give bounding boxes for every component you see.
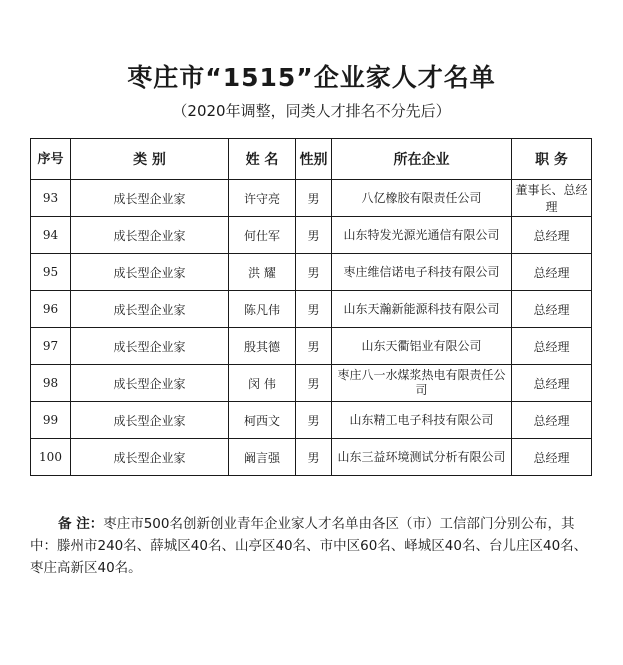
cell-company: 山东天瀚新能源科技有限公司 (332, 291, 512, 328)
cell-gender: 男 (296, 365, 332, 402)
cell-category: 成长型企业家 (71, 217, 229, 254)
cell-company: 山东精工电子科技有限公司 (332, 402, 512, 439)
cell-position: 总经理 (512, 328, 592, 365)
cell-category: 成长型企业家 (71, 328, 229, 365)
table-row (31, 291, 592, 328)
table-body (31, 180, 592, 476)
table-row (31, 217, 592, 254)
footnote (30, 513, 590, 579)
cell-seq: 93 (31, 180, 71, 217)
cell-name: 殷其德 (229, 328, 296, 365)
footnote-text: 枣庄市500名创新创业青年企业家人才名单由各区（市）工信部门分别公布，其中：滕州市240名、薛城区40名、山亭区40名、市中区60名、峄城区40名、台儿庄区40名、枣庄高新区40名。 (30, 516, 588, 576)
table-row (31, 365, 592, 402)
cell-name: 洪 耀 (229, 254, 296, 291)
cell-company: 山东三益环境测试分析有限公司 (332, 439, 512, 476)
table-row (31, 328, 592, 365)
cell-company: 八亿橡胶有限责任公司 (332, 180, 512, 217)
cell-position: 总经理 (512, 254, 592, 291)
cell-category: 成长型企业家 (71, 365, 229, 402)
page-subtitle: （2020年调整，同类人才排名不分先后） (172, 102, 451, 120)
cell-position: 总经理 (512, 402, 592, 439)
cell-seq: 99 (31, 402, 71, 439)
cell-category: 成长型企业家 (71, 254, 229, 291)
cell-category: 成长型企业家 (71, 180, 229, 217)
cell-position: 董事长、总经理 (512, 180, 592, 217)
footnote-label: 备 注： (58, 516, 104, 532)
cell-seq: 95 (31, 254, 71, 291)
cell-seq: 94 (31, 217, 71, 254)
header-company: 所在企业 (332, 139, 512, 180)
cell-name: 柯西文 (229, 402, 296, 439)
cell-company: 枣庄八一水煤浆热电有限责任公司 (332, 365, 512, 402)
table-row (31, 180, 592, 217)
cell-category: 成长型企业家 (71, 291, 229, 328)
cell-category: 成长型企业家 (71, 439, 229, 476)
cell-company: 山东特发光源光通信有限公司 (332, 217, 512, 254)
cell-name: 许守亮 (229, 180, 296, 217)
header-gender: 性别 (296, 139, 332, 180)
header-seq: 序号 (31, 139, 71, 180)
cell-position: 总经理 (512, 439, 592, 476)
table-row (31, 439, 592, 476)
page-title: 枣庄市“1515”企业家人才名单 (127, 63, 496, 92)
cell-name: 闵 伟 (229, 365, 296, 402)
cell-gender: 男 (296, 217, 332, 254)
cell-seq: 96 (31, 291, 71, 328)
cell-gender: 男 (296, 291, 332, 328)
cell-position: 总经理 (512, 217, 592, 254)
table-row (31, 254, 592, 291)
cell-gender: 男 (296, 328, 332, 365)
cell-gender: 男 (296, 180, 332, 217)
cell-position: 总经理 (512, 365, 592, 402)
cell-seq: 97 (31, 328, 71, 365)
cell-seq: 100 (31, 439, 71, 476)
header-category: 类 别 (71, 139, 229, 180)
cell-gender: 男 (296, 254, 332, 291)
cell-position: 总经理 (512, 291, 592, 328)
header-position: 职 务 (512, 139, 592, 180)
cell-category: 成长型企业家 (71, 402, 229, 439)
cell-seq: 98 (31, 365, 71, 402)
cell-gender: 男 (296, 439, 332, 476)
talent-table (30, 138, 592, 476)
cell-name: 阚言强 (229, 439, 296, 476)
table-row (31, 402, 592, 439)
table-header-row (31, 139, 592, 180)
cell-company: 枣庄维信诺电子科技有限公司 (332, 254, 512, 291)
cell-name: 陈凡伟 (229, 291, 296, 328)
header-name: 姓 名 (229, 139, 296, 180)
cell-company: 山东天衢铝业有限公司 (332, 328, 512, 365)
cell-name: 何仕军 (229, 217, 296, 254)
cell-gender: 男 (296, 402, 332, 439)
